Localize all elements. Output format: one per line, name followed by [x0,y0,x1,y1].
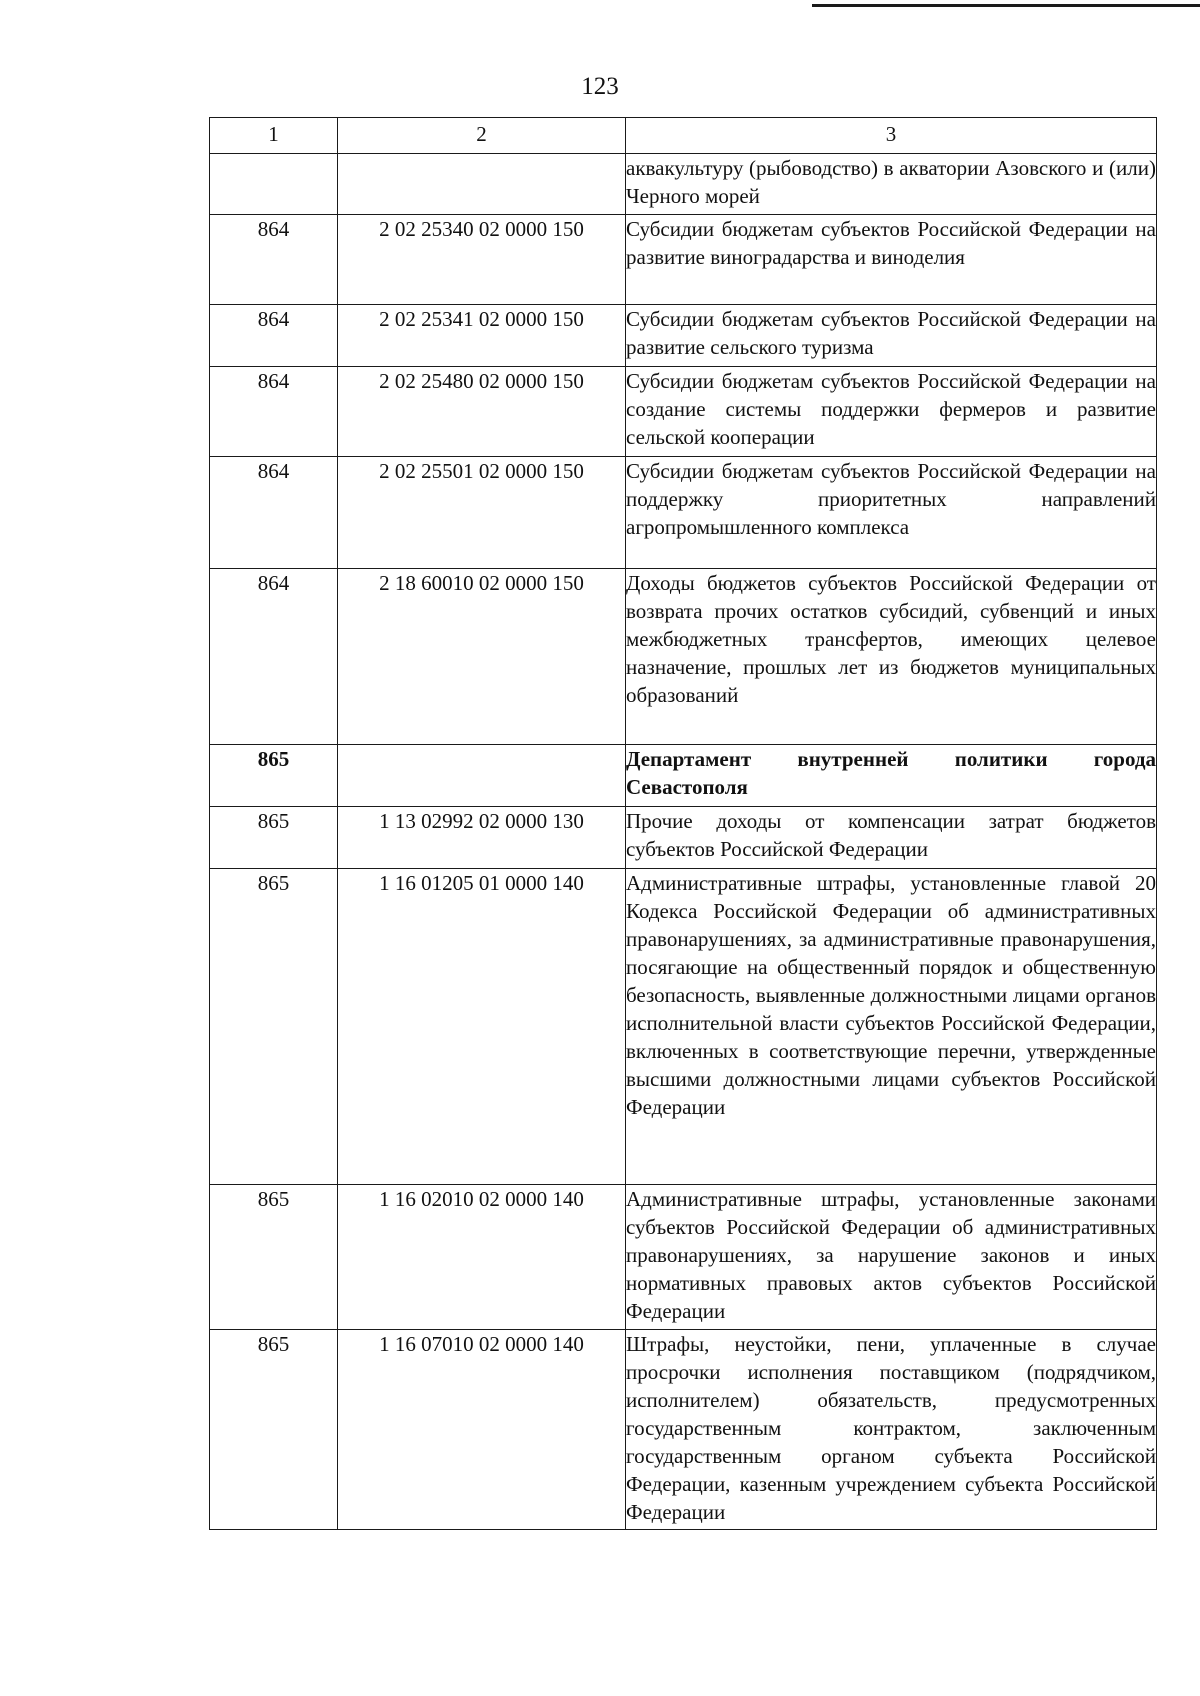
revenue-name-cell: Штрафы, неустойки, пени, уплаченные в случае просрочки исполнения поставщиком (подрядчиком, исполнителем) обязательств, предусмотренных государственным контрактом, заключенным государственным органом субъекта Российской Федерации, казенным учреждением субъекта Российской Федерации [626,1330,1157,1530]
kbk-code-cell: 1 13 02992 02 0000 130 [338,807,626,869]
table-header-row [210,118,1157,154]
kbk-code-cell: 2 02 25480 02 0000 150 [338,367,626,457]
revenue-name-cell: Департамент внутренней политики города Севастополя [626,745,1157,807]
revenue-name-cell: аквакультуру (рыбоводство) в акватории Азовского и (или) Черного морей [626,154,1157,215]
admin-code-cell: 864 [210,367,338,457]
admin-code-cell: 865 [210,1330,338,1530]
table-row [210,807,1157,869]
admin-code-cell [210,154,338,215]
column-header-1: 1 [210,118,338,154]
table-row [210,154,1157,215]
table-row [210,869,1157,1185]
kbk-code-cell: 1 16 07010 02 0000 140 [338,1330,626,1530]
revenue-name-cell: Субсидии бюджетам субъектов Российской Федерации на развитие сельского туризма [626,305,1157,367]
revenue-name-cell: Доходы бюджетов субъектов Российской Федерации от возврата прочих остатков субсидий, субвенций и иных межбюджетных трансфертов, имеющих целевое назначение, прошлых лет из бюджетов муниципальных образований [626,569,1157,745]
table-row [210,367,1157,457]
column-header-2: 2 [338,118,626,154]
revenue-name-cell: Административные штрафы, установленные законами субъектов Российской Федерации об административных правонарушениях, за нарушение законов и иных нормативных правовых актов субъектов Российской Федерации [626,1185,1157,1330]
kbk-code-cell: 2 02 25341 02 0000 150 [338,305,626,367]
revenue-name-cell: Административные штрафы, установленные главой 20 Кодекса Российской Федерации об административных правонарушениях, за административные правонарушения, посягающие на общественный порядок и общественную безопасность, выявленные должностными лицами органов исполнительной власти субъектов Российской Федерации, включенных в соответствующие перечни, утвержденные высшими должностными лицами субъектов Российской Федерации [626,869,1157,1185]
revenue-name-cell: Субсидии бюджетам субъектов Российской Федерации на развитие виноградарства и виноделия [626,215,1157,305]
column-header-3: 3 [626,118,1157,154]
table-row [210,457,1157,569]
admin-code-cell: 864 [210,305,338,367]
table-body [210,118,1157,1530]
top-rule [812,4,1200,7]
admin-code-cell: 865 [210,745,338,807]
table-row [210,215,1157,305]
page-number: 123 [581,73,619,100]
kbk-code-cell: 1 16 01205 01 0000 140 [338,869,626,1185]
admin-code-cell: 865 [210,869,338,1185]
kbk-code-cell: 2 18 60010 02 0000 150 [338,569,626,745]
kbk-code-cell [338,745,626,807]
admin-code-cell: 864 [210,457,338,569]
budget-classification-table [209,117,1157,1530]
revenue-name-cell: Субсидии бюджетам субъектов Российской Федерации на поддержку приоритетных направлений агропромышленного комплекса [626,457,1157,569]
admin-code-cell: 865 [210,807,338,869]
table-row [210,305,1157,367]
admin-code-cell: 864 [210,569,338,745]
kbk-code-cell: 1 16 02010 02 0000 140 [338,1185,626,1330]
table-row [210,1330,1157,1530]
table-row [210,1185,1157,1330]
department-row [210,745,1157,807]
revenue-name-cell: Прочие доходы от компенсации затрат бюджетов субъектов Российской Федерации [626,807,1157,869]
table-row [210,569,1157,745]
kbk-code-cell: 2 02 25501 02 0000 150 [338,457,626,569]
revenue-name-cell: Субсидии бюджетам субъектов Российской Федерации на создание системы поддержки фермеров и развитие сельской кооперации [626,367,1157,457]
kbk-code-cell: 2 02 25340 02 0000 150 [338,215,626,305]
kbk-code-cell [338,154,626,215]
admin-code-cell: 864 [210,215,338,305]
admin-code-cell: 865 [210,1185,338,1330]
